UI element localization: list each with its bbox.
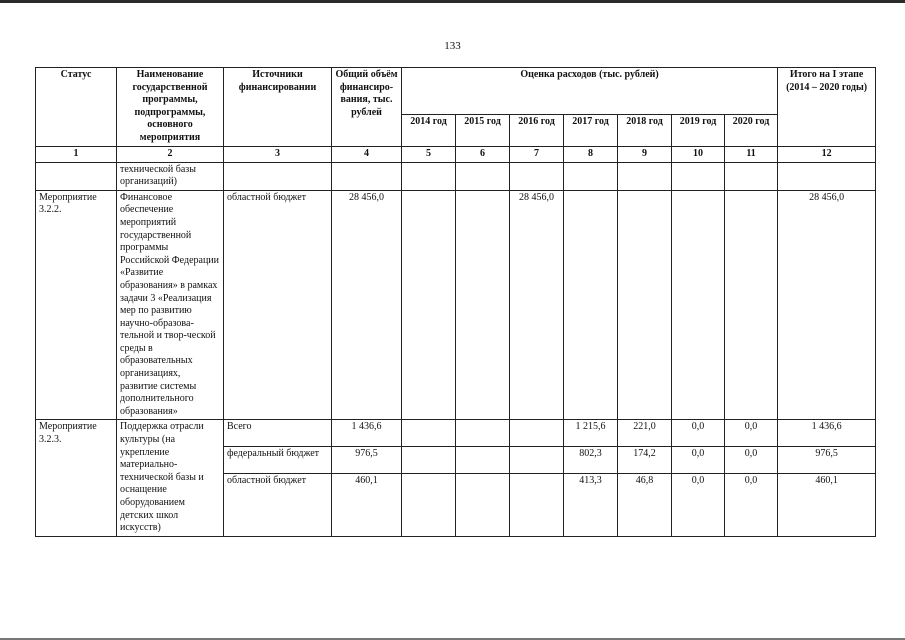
header-stage-total: Итого на I этапе (2014 – 2020 годы) xyxy=(778,68,876,147)
row-stage-total: 976,5 xyxy=(778,447,876,474)
index-cell: 1 xyxy=(36,146,117,162)
budget-table xyxy=(35,67,876,537)
page-number: 133 xyxy=(444,40,461,52)
index-cell: 8 xyxy=(564,146,618,162)
row-2020: 0,0 xyxy=(725,447,778,474)
row-2019: 0,0 xyxy=(672,420,725,447)
row-2017: 802,3 xyxy=(564,447,618,474)
index-cell: 11 xyxy=(725,146,778,162)
row-stage-total: 460,1 xyxy=(778,473,876,536)
row-stage-total: 28 456,0 xyxy=(778,190,876,420)
scan-top-edge xyxy=(0,0,905,3)
row-2017: 1 215,6 xyxy=(564,420,618,447)
index-cell: 10 xyxy=(672,146,725,162)
row-name: Поддержка отрасли культуры (на укрепление материально-технической базы и оснащение оборудованием детских школ искусств) xyxy=(117,420,224,536)
row-source: областной бюджет xyxy=(224,473,332,536)
header-year: 2015 год xyxy=(456,115,510,147)
row-2016: 28 456,0 xyxy=(510,190,564,420)
header-year: 2020 год xyxy=(725,115,778,147)
index-cell: 12 xyxy=(778,146,876,162)
header-status: Статус xyxy=(36,68,117,147)
row-name: Финансовое обеспечение мероприятий государственной программы Российской Федерации «Развитие образования» в рамках задачи 3 «Реализация мер по развитию научно-образова-тельной и твор-ческой среды в образовательных организациях, развитие системы дополнительного образования» xyxy=(117,190,224,420)
index-cell: 4 xyxy=(332,146,402,162)
row-2017: 413,3 xyxy=(564,473,618,536)
row-2018: 221,0 xyxy=(618,420,672,447)
header-year: 2014 год xyxy=(402,115,456,147)
row-status: Мероприятие 3.2.3. xyxy=(36,420,117,536)
header-year: 2016 год xyxy=(510,115,564,147)
row-total: 28 456,0 xyxy=(332,190,402,420)
header-total: Общий объём финансиро-вания, тыс. рублей xyxy=(332,68,402,147)
index-cell: 6 xyxy=(456,146,510,162)
header-year: 2018 год xyxy=(618,115,672,147)
row-2018: 174,2 xyxy=(618,447,672,474)
row-status: Мероприятие 3.2.2. xyxy=(36,190,117,420)
header-sources: Источники финансировании xyxy=(224,68,332,147)
header-row xyxy=(36,68,876,115)
continuation-name: технической базы организаций) xyxy=(117,162,224,190)
row-2019: 0,0 xyxy=(672,447,725,474)
row-stage-total: 1 436,6 xyxy=(778,420,876,447)
row-3-2-2 xyxy=(36,190,876,420)
index-cell: 5 xyxy=(402,146,456,162)
row-source: федеральный бюджет xyxy=(224,447,332,474)
index-cell: 3 xyxy=(224,146,332,162)
row-2020: 0,0 xyxy=(725,420,778,447)
row-source: Всего xyxy=(224,420,332,447)
header-estimate: Оценка расходов (тыс. рублей) xyxy=(402,68,778,115)
row-source: областной бюджет xyxy=(224,190,332,420)
index-cell: 7 xyxy=(510,146,564,162)
header-name: Наименование государственной программы, подпрограммы, основного мероприятия xyxy=(117,68,224,147)
index-cell: 9 xyxy=(618,146,672,162)
index-row xyxy=(36,146,876,162)
row-2018: 46,8 xyxy=(618,473,672,536)
header-year: 2019 год xyxy=(672,115,725,147)
row-3-2-3-total xyxy=(36,420,876,447)
continuation-row xyxy=(36,162,876,190)
index-cell: 2 xyxy=(117,146,224,162)
row-total: 460,1 xyxy=(332,473,402,536)
row-total: 976,5 xyxy=(332,447,402,474)
row-total: 1 436,6 xyxy=(332,420,402,447)
header-year: 2017 год xyxy=(564,115,618,147)
row-2019: 0,0 xyxy=(672,473,725,536)
row-2020: 0,0 xyxy=(725,473,778,536)
